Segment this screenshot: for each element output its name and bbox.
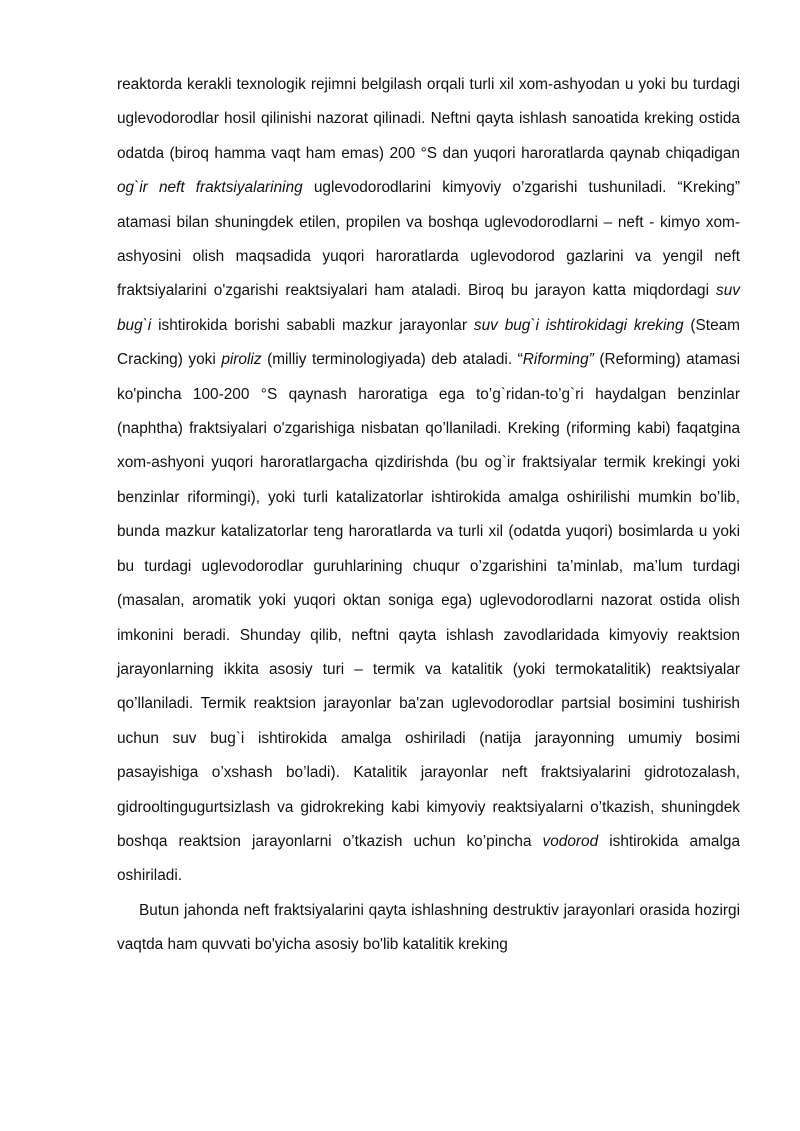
- body-paragraph-2: Butun jahonda neft fraktsiyalarini qayta ishlashning destruktiv jarayonlari orasida hozirgi vaqtda ham quvvati bo'yicha asosiy bo'lib katalitik kreking: [117, 901, 740, 954]
- italic-term-heavy-oil-fractions: og`ir neft fraktsiyalarining: [117, 179, 303, 197]
- text-run: (Steam Cracking) yoki: [117, 316, 741, 369]
- italic-term-reforming: Riforming”: [522, 351, 594, 369]
- text-run: (Reforming) atamasi ko'pincha 100-200 °S qaynash haroratiga ega to’g`ridan-to’g`ri haydalgan benzinlar (naphtha) fraktsiyalari o'zgarishiga nisbatan qo’llaniladi. Kreking (riforming kabi) faqatgina xom-ashyoni yuqori haroratlargacha qizdirishda (bu og`ir fraktsiyalar termik krekingi yoki benzinlar riformingi), yoki turli katalizatorlar ishtirokida amalga oshirilishi mumkin bo’lib, bunda mazkur katalizatorlar teng haroratlarda va turli xil (odatda yuqori) bosimlarda u yoki bu turdagi uglevodorodlar guruhlarining chuqur o’zgarishini ta’minlab, ma’lum turdagi (masalan, aromatik yoki yuqori oktan soniga ega) uglevodorodlarni nazorat ostida olish imkonini beradi. Shunday qilib, neftni qayta ishlash zavodlaridada kimyoviy reaktsion jarayonlarning ikkita asosiy turi – termik va katalitik (yoki termokatalitik) reaktsiyalar qo’llaniladi. Termik reaktsion jarayonlar ba'zan uglevodorodlar partsial bosimini tushirish uchun suv bug`i ishtirokida amalga oshiriladi (natija jarayonning umumiy bosimi pasayishiga o’xshash bo’ladi). Katalitik jarayonlar neft fraktsiyalarini gidrotozalash, gidrooltingugurtsizlash va gidrokreking kabi kimyoviy reaktsiyalarni o’tkazish, shuningdek boshqa reaktsion jarayonlarni o’tkazish uchun ko’pincha: [117, 351, 741, 850]
- text-run: uglevodorodlarini kimyoviy o’zgarishi tushuniladi. “Kreking” atamasi bilan shuningdek etilen, propilen va boshqa uglevodorodlarni – neft - kimyo xom-ashyosini olish maqsadida yuqori haroratlarda uglevodorod gazlarini va yengil neft fraktsiyalarini o'zgarishi reaktsiyalari ham ataladi. Biroq bu jarayon katta miqdordagi: [117, 179, 740, 300]
- italic-term-pyrolysis: piroliz: [221, 351, 262, 369]
- italic-term-hydrogen: vodorod: [542, 832, 599, 850]
- text-run: ishtirokida amalga oshiriladi.: [117, 832, 741, 885]
- italic-term-steam: suv bug`i: [117, 282, 740, 334]
- text-run: ishtirokida borishi sababli mazkur jarayonlar: [151, 316, 474, 334]
- text-run: reaktorda kerakli texnologik rejimni belgilash orqali turli xil xom-ashyodan u yoki bu turdagi uglevodorodlar hosil qilinishi nazorat qilinadi. Neftni qayta ishlash sanoatida kreking ostida odatda (biroq hamma vaqt ham emas) 200 °S dan yuqori haroratlarda qaynab chiqadigan: [117, 76, 740, 162]
- italic-term-steam-cracking: suv bug`i ishtirokidagi kreking: [473, 316, 684, 334]
- text-run: (milliy terminologiyada) deb ataladi. “: [261, 351, 523, 369]
- body-paragraph-1: [117, 68, 740, 894]
